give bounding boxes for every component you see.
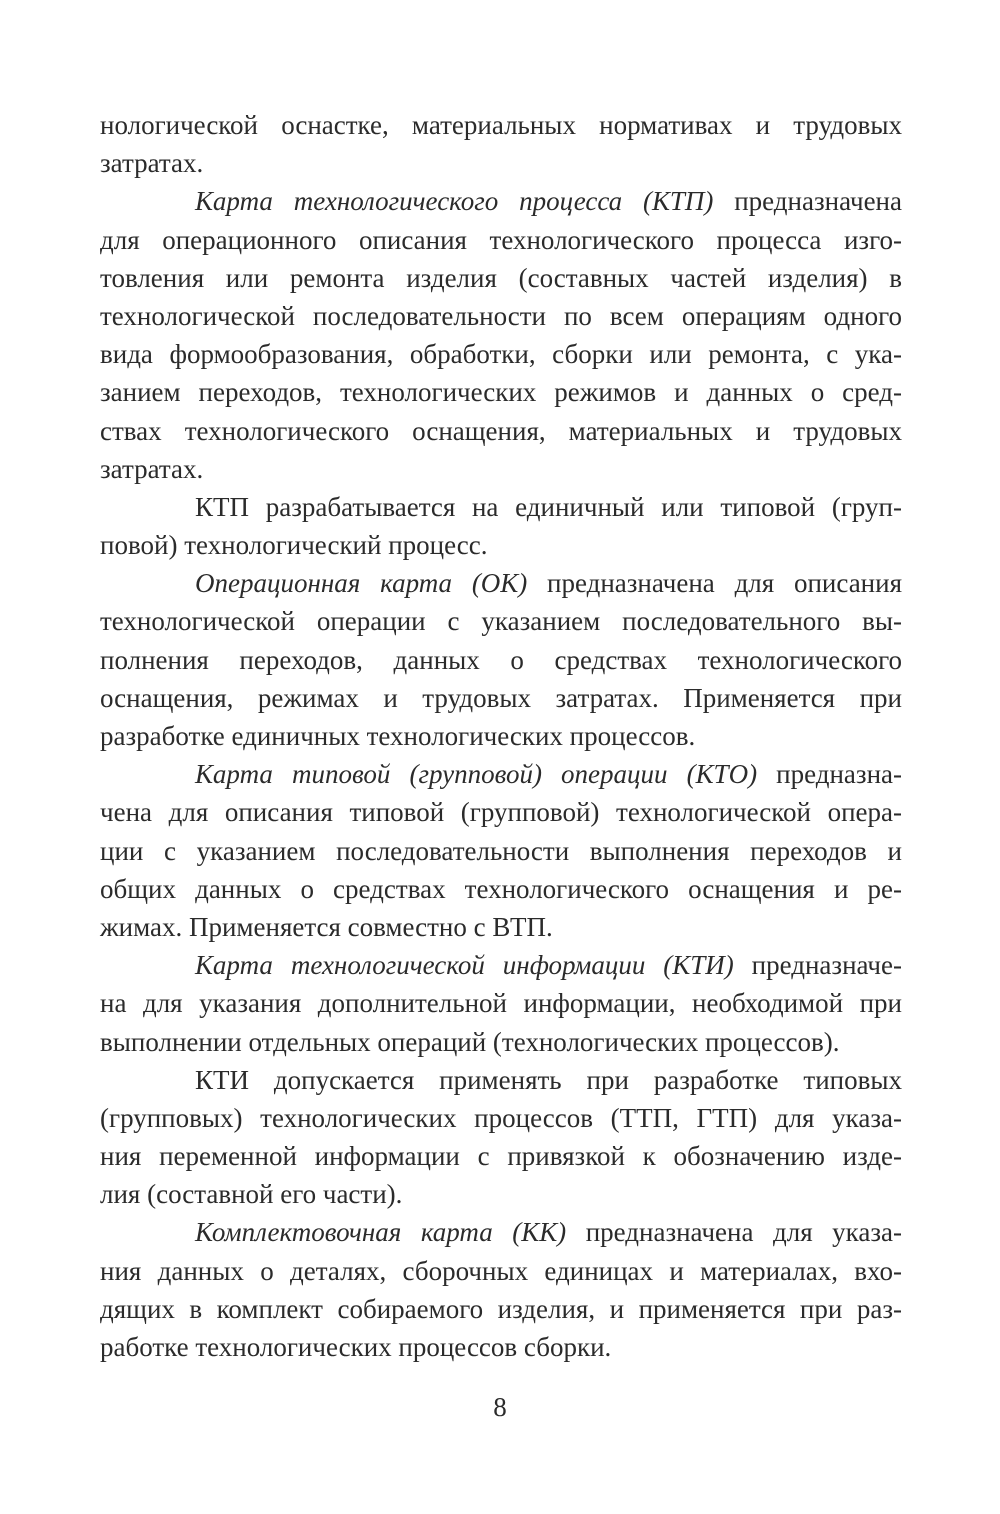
text-line: затратах. (100, 453, 204, 484)
term-kk: Комплектовочная карта (КК) (195, 1217, 567, 1248)
text-line: товления или ремонта изделия (составных частей изделия) в (100, 262, 902, 293)
text-line: КТИ допускается применять при разработке типовых (195, 1064, 902, 1095)
text-line: технологической последовательности по всем операциям одного (100, 300, 902, 331)
text-line: работке технологических процессов сборки. (100, 1332, 612, 1362)
text-line: ния переменной информации с привязкой к обозначению изде- (100, 1141, 902, 1172)
paragraph-kti (100, 946, 902, 1061)
text-line: (групповых) технологических процессов (ТТП, ГТП) для указа- (100, 1102, 902, 1133)
text-line: нологической оснастке, материальных нормативах и трудовых (100, 110, 902, 140)
text-line: ния данных о деталях, сборочных единицах и материалах, вхо- (100, 1255, 902, 1286)
text-line: технологической операции с указанием последовательного вы- (100, 606, 902, 637)
text-line: жимах. Применяется совместно с ВТП. (100, 911, 553, 942)
text-line: занием переходов, технологических режимов и данных о сред- (100, 377, 902, 408)
text-line: Комплектовочная карта (КК) предназначена для указа- (195, 1217, 902, 1248)
paragraph-kk (100, 1213, 902, 1366)
paragraph-ktp (100, 182, 902, 488)
text-line: на для указания дополнительной информации, необходимой при (100, 988, 902, 1019)
term-ktp: Карта технологического процесса (КТП) (195, 186, 714, 217)
paragraph (100, 488, 902, 564)
text-line: Операционная карта (ОК) предназначена для описания (195, 568, 902, 599)
text-line: общих данных о средствах технологического оснащения и ре- (100, 873, 902, 904)
text-line: Карта технологического процесса (КТП) предназначена (195, 186, 902, 217)
text-line: разработке единичных технологических процессов. (100, 721, 696, 751)
text-line: дящих в комплект собираемого изделия, и применяется при раз- (100, 1293, 902, 1324)
text-line: ции с указанием последовательности выполнения переходов и (100, 835, 902, 866)
text-line: для операционного описания технологического процесса изго- (100, 224, 902, 255)
term-kto: Карта типовой (групповой) операции (КТО) (195, 759, 758, 790)
page-number: 8 (493, 1392, 507, 1422)
paragraph-ok (100, 564, 902, 755)
term-kti: Карта технологической информации (КТИ) (195, 950, 734, 981)
text-line: выполнении отдельных операций (технологических процессов). (100, 1026, 840, 1057)
paragraph (100, 106, 902, 182)
text-line: оснащения, режимах и трудовых затратах. Применяется при (100, 682, 902, 713)
text-line: вида формообразования, обработки, сборки или ремонта, с ука- (100, 339, 902, 370)
text-line: КТП разрабатывается на единичный или типовой (груп- (195, 491, 902, 522)
text-line: ствах технологического оснащения, материальных и трудовых (100, 415, 902, 446)
text-line: чена для описания типовой (групповой) технологической опера- (100, 797, 902, 828)
text-line: Карта типовой (групповой) операции (КТО) предназна- (195, 759, 902, 790)
paragraph-kto (100, 755, 902, 946)
text-line: полнения переходов, данных о средствах технологического (100, 644, 902, 675)
term-ok: Операционная карта (ОК) (195, 568, 528, 599)
text-line: лия (составной его части). (100, 1179, 403, 1210)
text-line: Карта технологической информации (КТИ) предназначе- (195, 950, 902, 981)
text-line: затратах. (100, 148, 204, 179)
page-body (100, 106, 902, 1366)
paragraph (100, 1061, 902, 1214)
text-line: повой) технологический процесс. (100, 530, 488, 561)
